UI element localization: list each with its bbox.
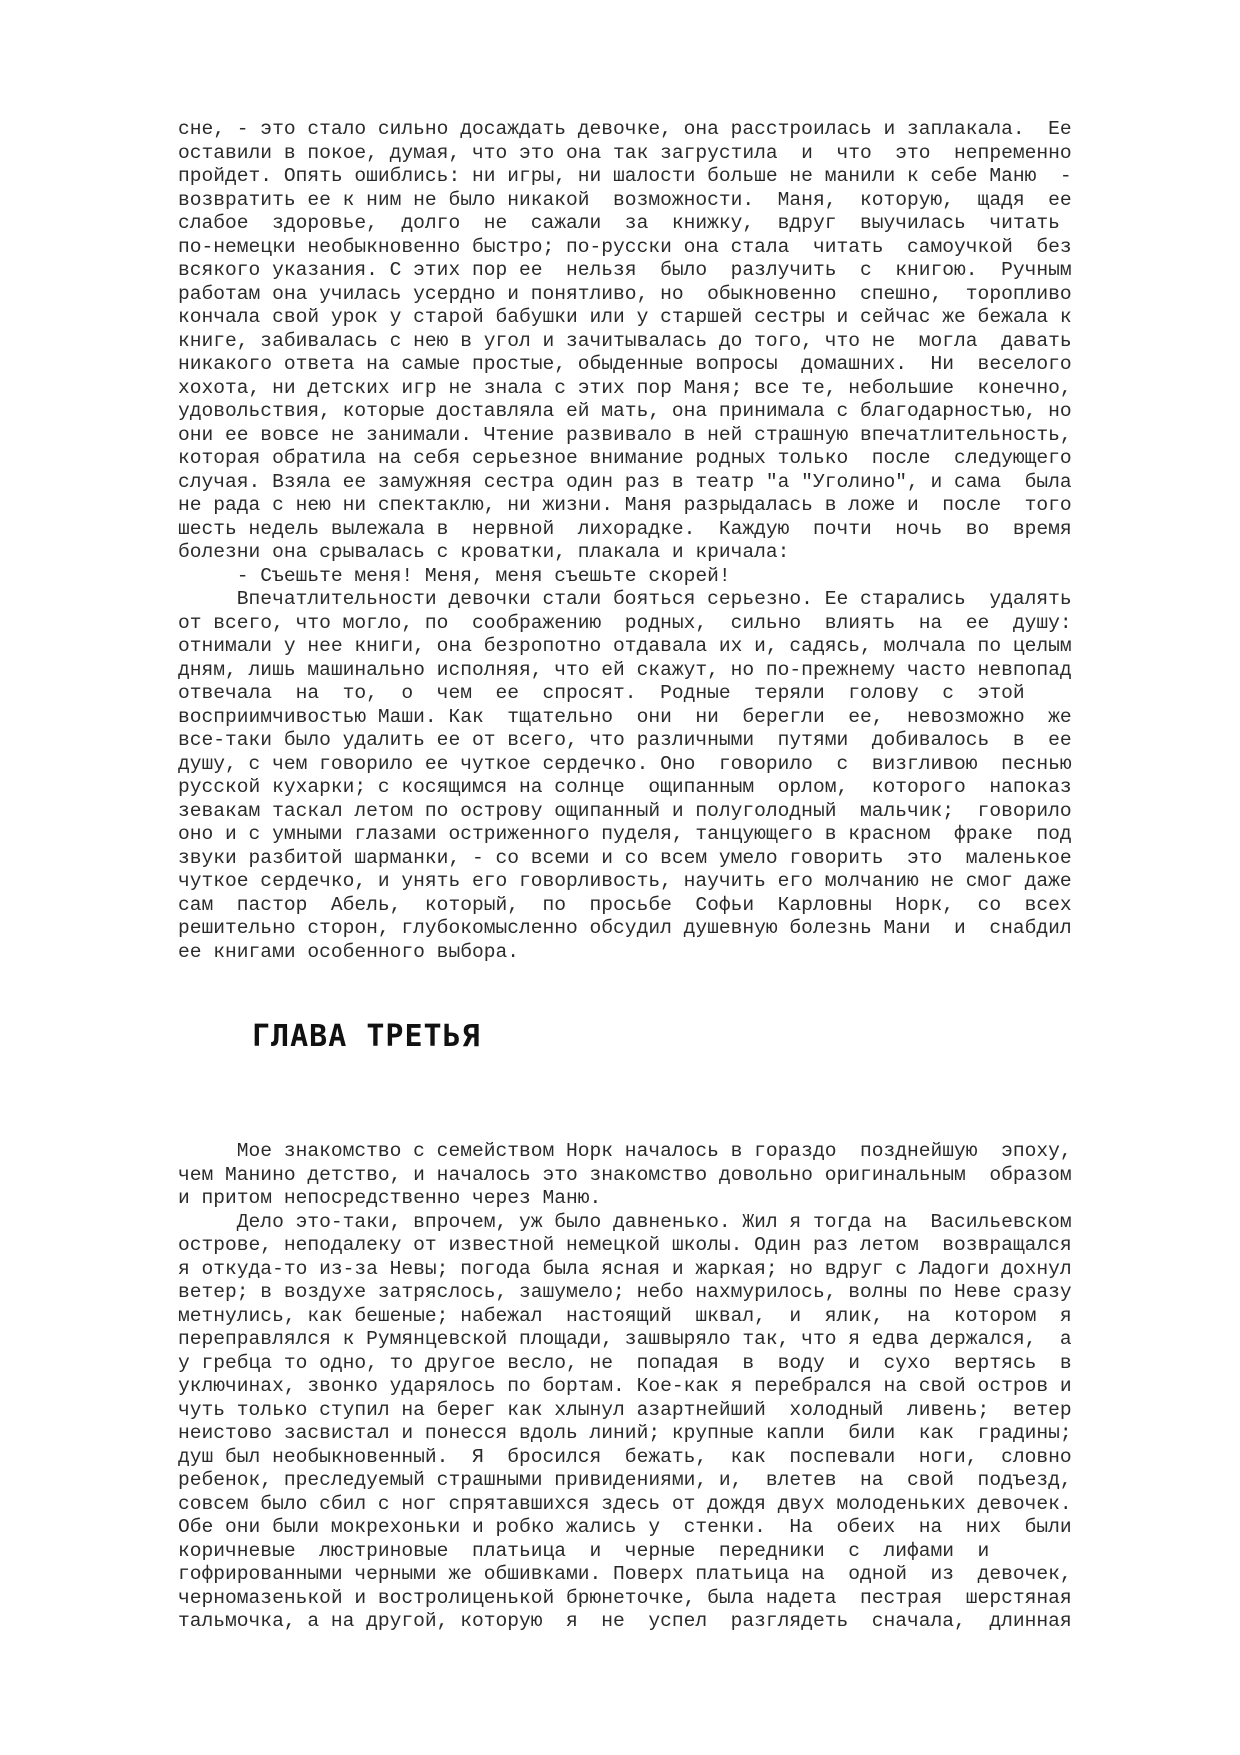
text-line: хохота, ни детских игр не знала с этих пор Маня; все те, небольшие конечно, (178, 376, 1072, 399)
text-line: отвечала на то, о чем ее спросят. Родные теряли голову с этой (178, 682, 1025, 704)
text-line: ребенок, преследуемый страшными привидениями, и, влетев на свой подъезд, (178, 1469, 1072, 1491)
text-line: душу, с чем говорило ее чуткое сердечко. Оно говорило с визгливою песнью (178, 752, 1072, 775)
text-line: болезни она срывалась с кроватки, плакала и кричала: (178, 541, 790, 563)
text-line: всякого указания. С этих пор ее нельзя было разлучить с книгою. Ручным (178, 259, 1072, 281)
text-line: пройдет. Опять ошиблись: ни игры, ни шалости больше не манили к себе Маню - (178, 165, 1072, 187)
text-line: зевакам таскал летом по острову ощипанный и полуголодный мальчик; говорило (178, 799, 1072, 822)
text-line: чем Манино детство, и началось это знакомство довольно оригинальным образом (178, 1163, 1072, 1186)
text-line: они ее вовсе не занимали. Чтение развивало в ней страшную впечатлительность, (178, 423, 1072, 446)
text-line: по-немецки необыкновенно быстро; по-русски она стала читать самоучкой без (178, 235, 1072, 258)
text-line: переправлялся к Румянцевской площади, зашвыряло так, что я едва держался, а (178, 1328, 1072, 1350)
text-line: ветер; в воздухе затряслось, зашумело; небо нахмурилось, волны по Неве сразу (178, 1281, 1072, 1303)
text-line: шесть недель вылежала в нервной лихорадке. Каждую почти ночь во время (178, 517, 1072, 540)
text-line: кончала свой урок у старой бабушки или у старшей сестры и сейчас же бежала к (178, 306, 1072, 328)
text-line: уключинах, звонко ударялось по бортам. Кое-как я перебрался на свой остров и (178, 1375, 1072, 1397)
text-line: возвратить ее к ним не было никакой возможности. Маня, которую, щадя ее (178, 188, 1072, 211)
text-line: удовольствия, которые доставляла ей мать, она принимала с благодарностью, но (178, 400, 1072, 422)
text-line: коричневые люстриновые платьица и черные передники с лифами и (178, 1539, 990, 1562)
text-line: Впечатлительности девочки стали бояться серьезно. Ее старались удалять (178, 588, 1072, 610)
text-line: все-таки было удалить ее от всего, что различными путями добивалось в ее (178, 729, 1072, 751)
text-line: оставили в покое, думая, что это она так загрустила и что это непременно (178, 141, 1072, 164)
chapter-title: ГЛАВА ТРЕТЬЯ (252, 1019, 481, 1054)
text-line: слабое здоровье, долго не сажали за книжку, вдруг выучилась читать (178, 212, 1060, 234)
text-line: у гребца то одно, то другое весло, не попадая в воду и сухо вертясь в (178, 1351, 1072, 1374)
text-line: - Съешьте меня! Меня, меня съешьте скорей! (178, 564, 731, 587)
text-line: гофрированными черными же обшивками. Поверх платьица на одной из девочек, (178, 1563, 1072, 1585)
text-line: метнулись, как бешеные; набежал настоящий шквал, и ялик, на котором я (178, 1304, 1072, 1327)
text-line: дням, лишь машинально исполняя, что ей скажут, но по-прежнему часто невпопад (178, 658, 1072, 681)
text-line: и притом непосредственно через Маню. (178, 1187, 602, 1209)
text-line: никакого ответа на самые простые, обыденные вопросы домашних. Ни веселого (178, 353, 1072, 375)
text-line: оно и с умными глазами остриженного пуделя, танцующего в красном фраке под (178, 823, 1072, 845)
text-line: чуть только ступил на берег как хлынул азартнейший холодный ливень; ветер (178, 1398, 1072, 1421)
text-line: я откуда-то из-за Невы; погода была ясная и жаркая; но вдруг с Ладоги дохнул (178, 1257, 1072, 1280)
text-line: которая обратила на себя серьезное внимание родных только после следующего (178, 447, 1072, 469)
text-line: совсем было сбил с ног спрятавшихся здесь от дождя двух молоденьких девочек. (178, 1492, 1072, 1515)
text-line: звуки разбитой шарманки, - со всеми и со всем умело говорить это маленькое (178, 846, 1072, 869)
text-line: черномазенькой и востролиценькой брюнеточке, была надета пестрая шерстяная (178, 1586, 1072, 1609)
chapter-three-opening-text (178, 1140, 1128, 1634)
text-line: чуткое сердечко, и унять его говорливость, научить его молчанию не смог даже (178, 870, 1072, 892)
text-line: тальмочка, а на другой, которую я не успел разглядеть сначала, длинная (178, 1610, 1072, 1632)
text-line: ее книгами особенного выбора. (178, 940, 519, 963)
text-line: от всего, что могло, по соображению родных, сильно влиять на ее душу: (178, 611, 1072, 634)
text-line: отнимали у нее книги, она безропотно отдавала их и, садясь, молчала по целым (178, 635, 1072, 657)
text-line: душ был необыкновенный. Я бросился бежать, как поспевали ноги, словно (178, 1445, 1072, 1468)
text-line: Мое знакомство с семейством Норк началось в гораздо позднейшую эпоху, (178, 1140, 1072, 1162)
text-line: работам она училась усердно и понятливо, но обыкновенно спешно, торопливо (178, 282, 1072, 305)
text-line: Обе они были мокрехоньки и робко жались у стенки. На обеих на них были (178, 1516, 1072, 1538)
text-line: книге, забивалась с нею в угол и зачитывалась до того, что не могла давать (178, 329, 1072, 352)
text-line: восприимчивостью Маши. Как тщательно они ни берегли ее, невозможно же (178, 705, 1072, 728)
text-line: острове, неподалеку от известной немецкой школы. Один раз летом возвращался (178, 1234, 1072, 1256)
text-line: русской кухарки; с косящимся на солнце ощипанным орлом, которого напоказ (178, 776, 1072, 798)
text-line: случая. Взяла ее замужняя сестра один раз в театр "а "Уголино", и сама была (178, 470, 1072, 493)
text-line: неистово засвистал и понесся вдоль линий; крупные капли били как градины; (178, 1422, 1072, 1444)
text-line: сне, - это стало сильно досаждать девочке, она расстроилась и заплакала. Ее (178, 118, 1072, 140)
chapter-two-ending-text (178, 118, 1128, 964)
text-line: решительно сторон, глубокомысленно обсудил душевную болезнь Мани и снабдил (178, 917, 1072, 939)
text-line: Дело это-таки, впрочем, уж было давненько. Жил я тогда на Васильевском (178, 1210, 1072, 1233)
text-line: не рада с нею ни спектаклю, ни жизни. Маня разрыдалась в ложе и после того (178, 494, 1072, 516)
text-line: сам пастор Абель, который, по просьбе Софьи Карловны Норк, со всех (178, 893, 1072, 916)
